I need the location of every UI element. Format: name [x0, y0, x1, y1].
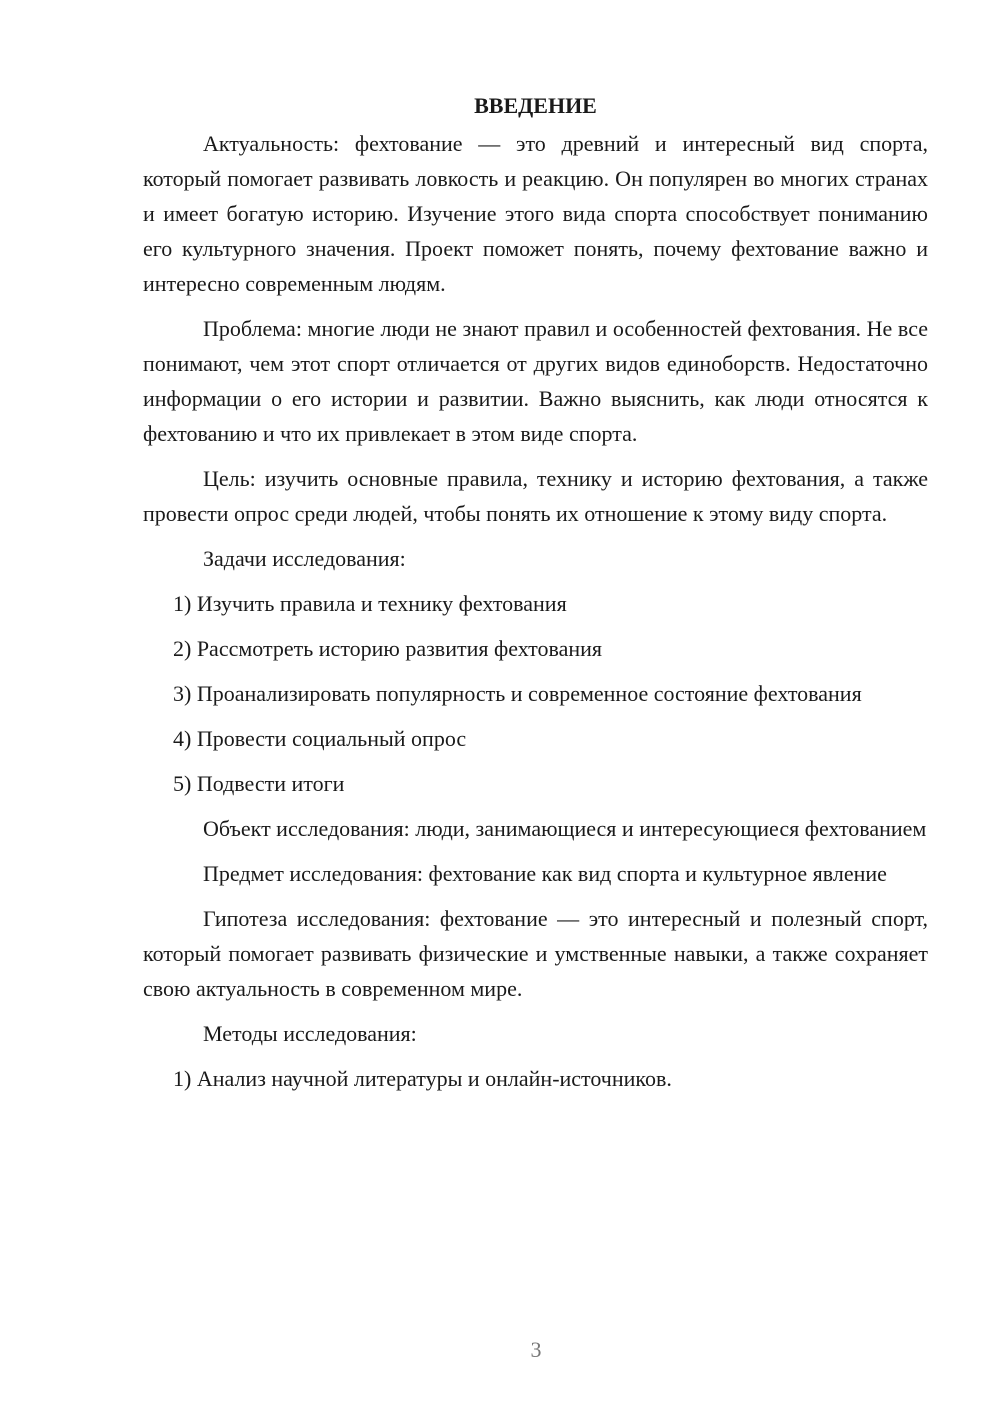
- task-item: 4) Провести социальный опрос: [173, 726, 467, 751]
- tasks-heading: Задачи исследования:: [203, 546, 406, 571]
- task-item: 1) Изучить правила и технику фехтования: [173, 591, 567, 616]
- task-item: 5) Подвести итоги: [173, 771, 345, 796]
- relevance-paragraph: Актуальность: фехтование — это древний и интересный вид спорта, который помогает развивать ловкость и реакцию. Он популярен во многих странах и имеет богатую историю. Изучение этого вида спорта способствует пониманию его культурного значения. Проект поможет понять, почему фехтование важно и интересно современным людям.: [143, 131, 928, 296]
- task-item: 2) Рассмотреть историю развития фехтования: [173, 636, 603, 661]
- task-item: 3) Проанализировать популярность и современное состояние фехтования: [173, 681, 862, 706]
- goal-paragraph: Цель: изучить основные правила, технику и историю фехтования, а также провести опрос среди людей, чтобы понять их отношение к этому виду спорта.: [143, 466, 928, 526]
- problem-paragraph: Проблема: многие люди не знают правил и особенностей фехтования. Не все понимают, чем этот спорт отличается от других видов единоборств. Недостаточно информации о его истории и развитии. Важно выяснить, как люди относятся к фехтованию и что их привлекает в этом виде спорта.: [143, 316, 928, 446]
- methods-heading: Методы исследования:: [203, 1021, 417, 1046]
- document-page: [143, 90, 928, 1106]
- object-paragraph: Объект исследования: люди, занимающиеся и интересующиеся фехтованием: [203, 816, 927, 841]
- page-title: ВВЕДЕНИЕ: [474, 93, 597, 118]
- page-number: 3: [530, 1337, 542, 1362]
- method-item: 1) Анализ научной литературы и онлайн-источников.: [173, 1066, 672, 1091]
- subject-paragraph: Предмет исследования: фехтование как вид спорта и культурное явление: [203, 861, 887, 886]
- hypothesis-paragraph: Гипотеза исследования: фехтование — это интересный и полезный спорт, который помогает развивать физические и умственные навыки, а также сохраняет свою актуальность в современном мире.: [143, 906, 928, 1001]
